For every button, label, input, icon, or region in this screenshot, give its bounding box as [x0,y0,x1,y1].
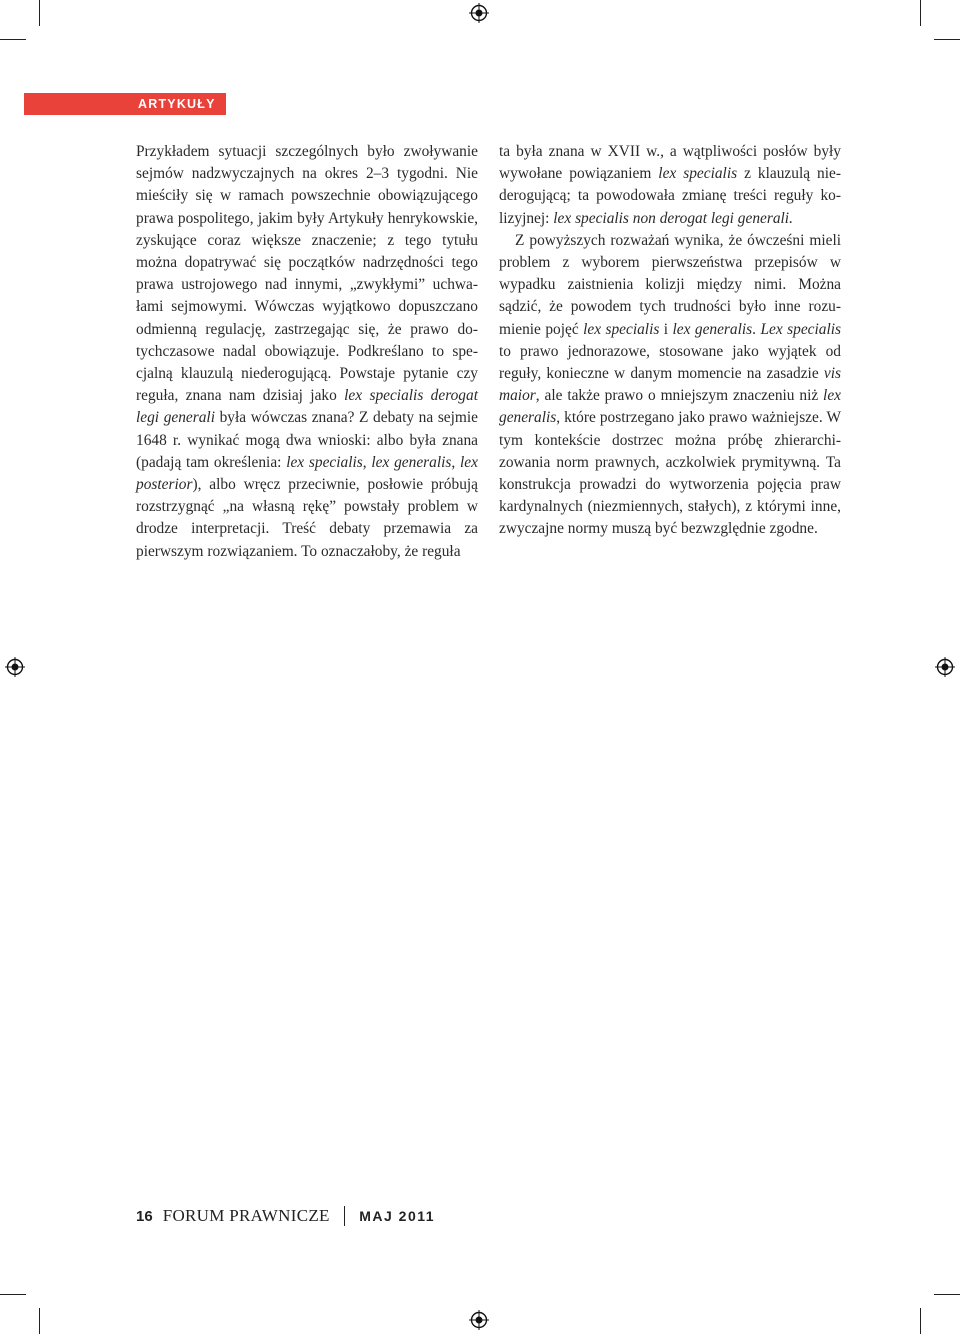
issue-date: MAJ 2011 [359,1208,436,1224]
italic-term: lex generalis [371,453,452,471]
article-column-right [499,141,841,541]
page-footer [136,1204,435,1228]
registration-mark-icon [5,657,25,677]
section-label: ARTYKUŁY [24,93,226,115]
crop-mark [39,1308,40,1334]
registration-mark-icon [469,1310,489,1330]
italic-term: lex posterior [136,453,478,494]
paragraph: Z powyższych rozważań wynika, że ówcześni mieli problem z wyborem pierwszeństwa przepisów w wypadku zaistnienia kolizji między nimi. Można sądzić, że powodem tych trudności było inne rozumienie pojęć lex specialis i lex generalis. Lex specialis to prawo jednorazowe, stosowane jako wyjątek od reguły, konieczne w danym momencie na zasadzie vis maior, ale także prawo o mniejszym znaczeniu niż lex generalis, które postrzegano jako prawo ważniejsze. W tym kontekście dostrzec można próbę zhierarchizowania norm prawnych, aczkolwiek prymitywną. Ta konstrukcja prowadzi do wytworzenia pojęcia praw kardynalnych (niezmiennych, stałych), z którymi inne, zwyczajne normy muszą być bezwzględnie zgodne. [499,231,841,538]
magazine-name: FORUM PRAWNICZE [162,1206,330,1225]
italic-term: lex specialis non derogat legi generali. [553,209,793,227]
italic-term: lex specialis [583,320,660,338]
italic-term: lex specialis [286,453,363,471]
crop-mark [0,39,26,40]
registration-mark-icon [935,657,955,677]
crop-mark [920,0,921,26]
article-column-left [136,141,478,563]
italic-term: Lex specialis [760,320,841,338]
crop-mark [920,1308,921,1334]
italic-term: lex generalis [499,387,841,427]
italic-term: lex generalis [672,320,753,338]
italic-term: lex specialis [658,165,738,183]
italic-term: vis maior [499,365,841,405]
crop-mark [39,0,40,26]
crop-mark [934,39,960,40]
registration-mark-icon [469,3,489,23]
crop-mark [0,1294,26,1295]
page-number: 16 [136,1207,153,1225]
paragraph: ta była znana w XVII w., a wątpliwości posłów były wywołane powiązaniem lex specialis z klauzulą niederogującą; ta powodowała zmianę treści reguły kolizyjnej: lex specialis non derogat legi generali. [499,143,841,227]
crop-mark [934,1294,960,1295]
italic-term: lex specialis derogat legi generali [136,387,478,427]
paragraph: Przykładem sytuacji szczególnych było zwoływanie sejmów nadzwyczajnych na okres 2–3 tygodni. Nie mieściły się w ramach powszechnie obowiązującego prawa pospolitego, jakim były Artykuły henrykowskie, zyskujące coraz większe znaczenie; z tego tytułu można dopatrywać się początków nadrzędności tego prawa ustrojowego nad innymi, „zwykłymi” uchwałami sejmowymi. Wówczas wyjątkowo dopuszczano odmienną regulację, zastrzegając się, że prawo dotychczasowe nadal obowiązuje. Podkreślano to specjalną klauzulą niederogującą. Powstaje pytanie czy reguła, znana nam dzisiaj jako lex specialis derogat legi generali była wówczas znana? Z debaty na sejmie 1648 r. wynikać mogą dwa wnioski: albo była znana (padają tam określenia: lex specialis, lex generalis, lex posterior), albo wręcz przeciwnie, posłowie próbują rozstrzygnąć „na własną rękę” powstały problem w drodze interpretacji. Treść debaty przemawia za pierwszym rozwiązaniem. To oznaczałoby, że reguła [136,143,478,560]
footer-divider [344,1206,346,1226]
